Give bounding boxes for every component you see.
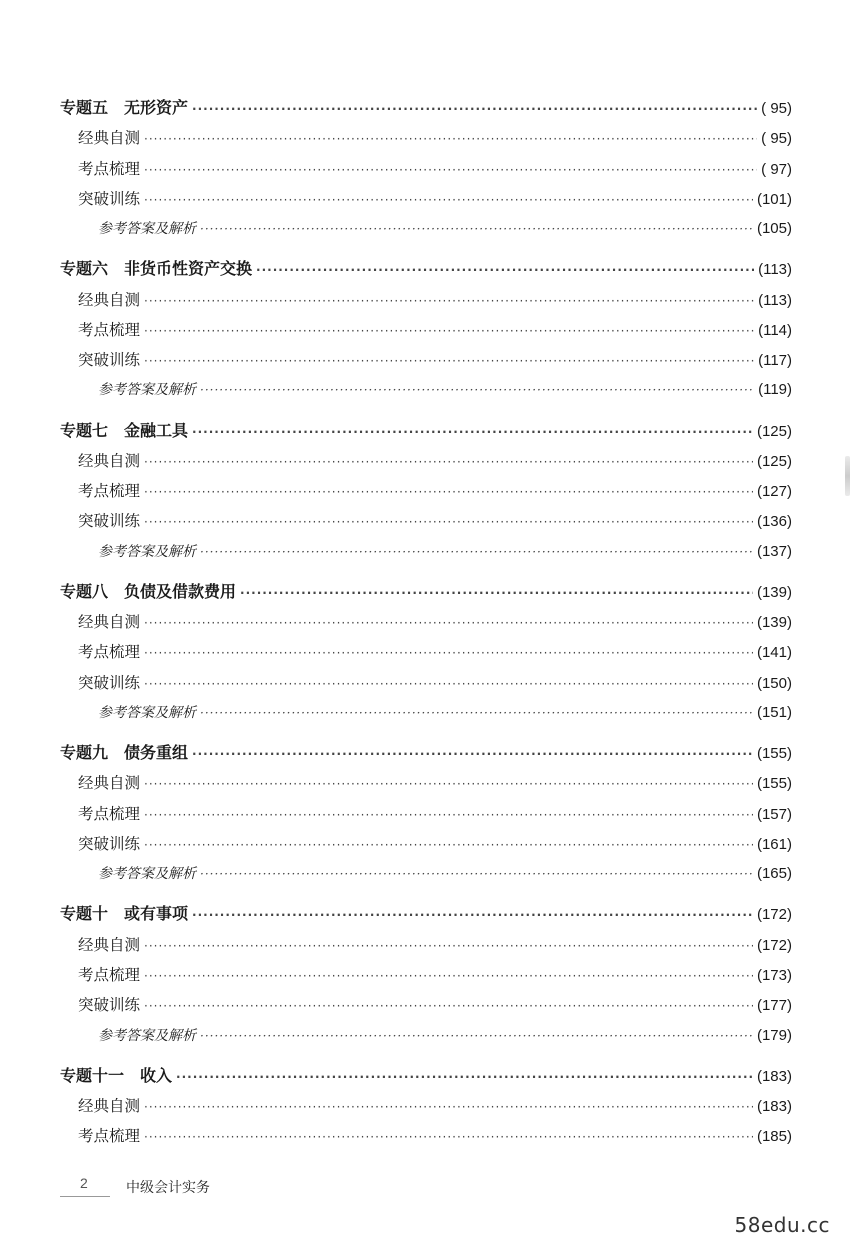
toc-entry-title: 参考答案及解析 [98,221,196,238]
toc-chapter-entry [60,416,792,446]
toc-entry-title: 专题八 负债及借款费用 [60,581,237,601]
toc-entry-title: 考点梳理 [78,320,141,339]
toc-leader-dots [144,1122,753,1152]
toc-entry-page: (113) [758,261,792,279]
toc-entry-title: 经典自测 [78,290,141,309]
toc-entry-title: 参考答案及解析 [98,543,196,560]
toc-section-entry [60,1021,792,1051]
toc-section-entry [60,1091,792,1121]
toc-section-entry [60,960,792,990]
table-of-contents [60,93,792,1152]
toc-leader-dots [144,669,753,699]
toc-leader-dots [176,1062,753,1092]
toc-entry-page: (157) [756,805,792,823]
toc-section-entry [60,668,792,698]
toc-section-entry [60,930,792,960]
toc-leader-dots [144,316,754,346]
toc-entry-title: 经典自测 [78,1096,141,1115]
toc-section-entry [60,506,792,536]
page-number: 2 [80,1175,88,1191]
toc-leader-dots [144,800,753,830]
toc-chapter-entry [60,93,792,123]
watermark: 58edu.cc [734,1213,830,1237]
toc-leader-dots [144,155,757,185]
toc-leader-dots [192,900,753,930]
toc-section-entry [60,285,792,315]
toc-entry-page: (172) [756,936,792,954]
toc-entry-title: 参考答案及解析 [98,382,196,399]
toc-entry-page: (127) [756,483,792,501]
toc-section-entry [60,799,792,829]
toc-leader-dots [256,255,754,285]
toc-section-entry [60,476,792,506]
toc-chapter-entry [60,738,792,768]
toc-leader-dots [144,346,754,376]
toc-entry-title: 突破训练 [78,673,141,692]
toc-entry-page: (113) [758,291,792,309]
toc-entry-page: ( 95) [761,130,792,148]
toc-leader-dots [144,185,753,215]
toc-entry-page: (117) [758,352,792,370]
toc-entry-page: (150) [756,674,792,692]
toc-section-entry [60,345,792,375]
toc-entry-title: 专题十 或有事项 [60,904,189,924]
toc-entry-title: 参考答案及解析 [98,866,196,883]
toc-entry-title: 突破训练 [78,835,141,854]
toc-entry-page: ( 95) [761,100,792,117]
toc-entry-page: (101) [756,190,792,208]
toc-section-entry [60,537,792,567]
toc-section-entry [60,637,792,667]
toc-entry-title: 经典自测 [78,451,141,470]
toc-section-entry [60,1121,792,1151]
toc-leader-dots [144,931,753,961]
toc-leader-dots [144,124,757,154]
toc-leader-dots [144,507,753,537]
toc-entry-title: 经典自测 [78,935,141,954]
toc-chapter-entry [60,1061,792,1091]
toc-leader-dots [144,769,753,799]
toc-entry-title: 突破训练 [78,512,141,531]
toc-entry-page: (155) [756,775,792,793]
toc-entry-title: 突破训练 [78,189,141,208]
toc-leader-dots [144,608,753,638]
toc-entry-title: 考点梳理 [78,643,141,662]
page-footer [60,1176,210,1197]
page-edge-mark [845,456,850,496]
page-number-box [60,1176,110,1197]
toc-chapter-entry [60,899,792,929]
toc-leader-dots [144,638,753,668]
toc-entry-title: 经典自测 [78,613,141,632]
toc-leader-dots [200,1021,753,1051]
toc-entry-page: (172) [756,906,792,924]
toc-leader-dots [144,961,753,991]
toc-entry-title: 经典自测 [78,774,141,793]
toc-entry-title: 考点梳理 [78,159,141,178]
toc-entry-title: 专题六 非货币性资产交换 [60,259,253,279]
toc-entry-page: (161) [756,836,792,854]
toc-chapter-entry [60,577,792,607]
toc-entry-title: 经典自测 [78,129,141,148]
toc-entry-page: (139) [756,614,792,632]
toc-section-entry [60,768,792,798]
toc-section-entry [60,698,792,728]
toc-section-entry [60,607,792,637]
toc-entry-page: (125) [756,422,792,440]
toc-entry-page: ( 97) [761,160,792,178]
toc-entry-page: (105) [756,220,792,238]
toc-chapter-entry [60,254,792,284]
toc-entry-page: (125) [756,452,792,470]
toc-leader-dots [192,417,753,447]
toc-leader-dots [144,991,753,1021]
toc-entry-title: 考点梳理 [78,966,141,984]
toc-entry-title: 专题九 债务重组 [60,743,189,763]
toc-entry-page: (136) [756,513,792,531]
book-title: 中级会计实务 [126,1179,210,1196]
toc-section-entry [60,829,792,859]
toc-section-entry [60,214,792,244]
toc-entry-page: (173) [756,967,792,984]
toc-leader-dots [144,286,754,316]
toc-leader-dots [200,375,754,405]
toc-section-entry [60,123,792,153]
toc-entry-page: (165) [756,865,792,883]
toc-leader-dots [192,94,757,124]
toc-section-entry [60,184,792,214]
toc-entry-page: (179) [756,1026,792,1044]
toc-entry-title: 考点梳理 [78,1127,141,1146]
toc-entry-title: 专题七 金融工具 [60,420,189,440]
toc-entry-page: (151) [756,704,792,722]
toc-entry-page: (141) [756,644,792,662]
toc-entry-title: 考点梳理 [78,804,141,823]
toc-entry-title: 突破训练 [78,996,141,1015]
toc-entry-title: 突破训练 [78,351,141,370]
toc-entry-page: (137) [756,542,792,560]
toc-leader-dots [144,1092,753,1122]
toc-leader-dots [144,830,753,860]
toc-entry-page: (185) [756,1128,792,1146]
toc-entry-page: (155) [756,745,792,763]
toc-section-entry [60,990,792,1020]
toc-section-entry [60,154,792,184]
toc-section-entry [60,446,792,476]
toc-leader-dots [144,477,753,507]
toc-leader-dots [200,698,753,728]
toc-leader-dots [192,739,753,769]
toc-entry-page: (183) [756,1097,792,1115]
toc-entry-page: (139) [756,583,792,601]
toc-entry-page: (114) [758,321,792,339]
toc-entry-title: 专题十一 收入 [60,1065,173,1085]
toc-section-entry [60,315,792,345]
toc-leader-dots [200,859,753,889]
toc-entry-title: 考点梳理 [78,482,141,501]
toc-entry-title: 参考答案及解析 [98,705,196,722]
toc-leader-dots [144,447,753,477]
toc-section-entry [60,375,792,405]
toc-entry-title: 专题五 无形资产 [60,98,189,117]
toc-entry-page: (119) [758,381,792,399]
toc-leader-dots [200,214,753,244]
toc-leader-dots [240,578,753,608]
toc-entry-page: (183) [756,1067,792,1085]
toc-section-entry [60,859,792,889]
toc-entry-title: 参考答案及解析 [98,1027,196,1044]
toc-leader-dots [200,537,753,567]
toc-entry-page: (177) [756,997,792,1015]
